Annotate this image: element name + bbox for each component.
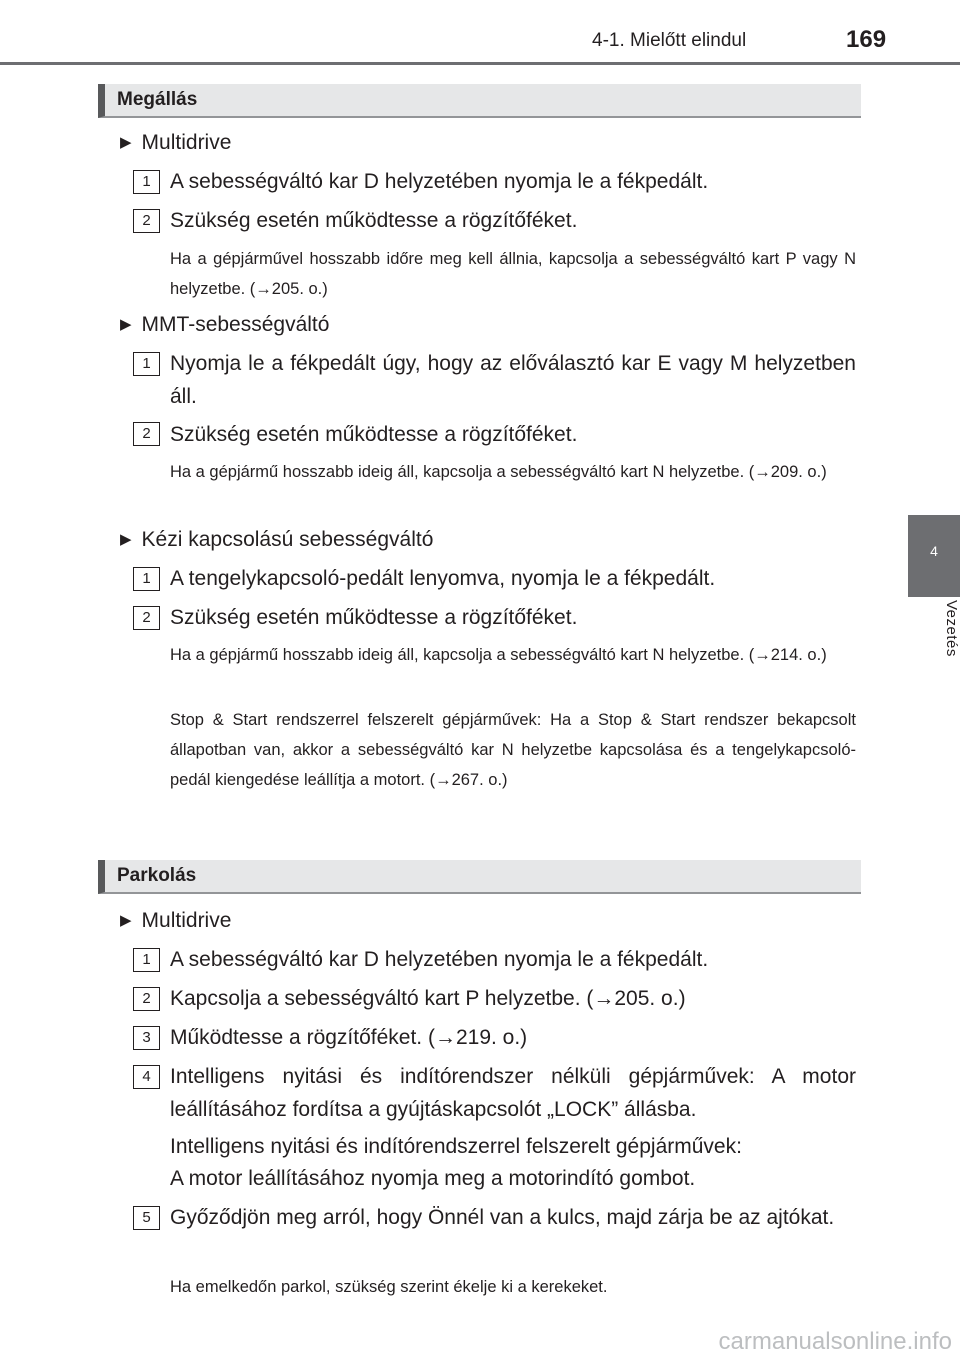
triangle-bullet-icon: ▶ [120, 134, 132, 151]
step-text: A sebességváltó kar D helyzetében nyomja le a fékpedált. [170, 170, 709, 193]
subsection-heading-text: MMT-sebességváltó [141, 313, 330, 336]
step-text: A sebességváltó kar D helyzetében nyomja le a fékpedált. [170, 948, 709, 971]
step-text: Szükség esetén működtesse a rögzítőféket. [170, 606, 578, 629]
section-title: Megállás [117, 89, 198, 110]
note-text: Ha a gépjármű hosszabb ideig áll, kapcsolja a sebességváltó kart N helyzetbe. (→209. o.) [170, 463, 827, 481]
chapter-tab-number: 4 [930, 543, 938, 559]
step-text: Szükség esetén működtesse a rögzítőféket. [170, 423, 578, 446]
step-number-badge: 3 [133, 1026, 160, 1050]
triangle-bullet-icon: ▶ [120, 531, 132, 548]
subsection-heading-text: Multidrive [141, 909, 232, 932]
step-extra-text: A motor leállításához nyomja meg a motorindító gombot. [170, 1167, 696, 1190]
chapter-tab [908, 515, 960, 597]
subsection-heading-manual [120, 528, 433, 552]
step-number-badge: 2 [133, 606, 160, 630]
subsection-heading-text: Kézi kapcsolású sebességváltó [141, 528, 434, 551]
subsection-heading-multidrive [120, 909, 231, 933]
note-text: Ha a gépjármű hosszabb ideig áll, kapcsolja a sebességváltó kart N helyzetbe. (→214. o.) [170, 646, 827, 664]
step-number-badge: 1 [133, 170, 160, 194]
chapter-tab-label: Vezetés [943, 600, 960, 657]
footer [0, 1326, 960, 1360]
running-header-section: 4-1. Mielőtt elindul [592, 30, 747, 51]
subsection-heading-multidrive [120, 131, 231, 155]
step-text: Működtesse a rögzítőféket. (→219. o.) [170, 1026, 528, 1049]
section-header-parkolas [98, 860, 861, 894]
note-text: Ha emelkedőn parkol, szükség szerint ékelje ki a kerekeket. [170, 1278, 608, 1296]
step-number-badge: 1 [133, 352, 160, 376]
note-text: Stop & Start rendszerrel felszerelt gépjárművek: Ha a Stop & Start rendszer bekapcsolt állapotban van, akkor a sebességváltó kar N helyzetbe kapcsolása és a tengelykapcsoló-pedál kiengedése leállítja a motort. (→267. o.) [170, 711, 856, 789]
step-number-badge: 1 [133, 567, 160, 591]
step-extra-text: Intelligens nyitási és indítórendszerrel felszerelt gépjárművek: [170, 1135, 742, 1158]
step-number-badge: 5 [133, 1206, 160, 1230]
section-header-megallas [98, 84, 861, 118]
step-text: Intelligens nyitási és indítórendszer nélküli gépjárművek: A motor leállításához fordítsa a gyújtáskapcsolót „LOCK” állásba. [170, 1065, 856, 1121]
step-number-badge: 1 [133, 948, 160, 972]
watermark-text[interactable]: carmanualsonline.info [718, 1328, 952, 1355]
triangle-bullet-icon: ▶ [120, 912, 132, 929]
step-number-badge: 4 [133, 1065, 160, 1089]
step-text: Szükség esetén működtesse a rögzítőféket. [170, 209, 578, 232]
note-text: Ha a gépjárművel hosszabb időre meg kell állnia, kapcsolja a sebességváltó kart P vagy N helyzetbe. (→205. o.) [170, 250, 856, 298]
section-title: Parkolás [117, 865, 197, 886]
subsection-heading-text: Multidrive [141, 131, 232, 154]
page-number: 169 [846, 26, 887, 53]
step-number-badge: 2 [133, 422, 160, 446]
step-number-badge: 2 [133, 209, 160, 233]
header-rule [0, 62, 960, 65]
step-text: A tengelykapcsoló-pedált lenyomva, nyomja le a fékpedált. [170, 567, 716, 590]
step-text: Kapcsolja a sebességváltó kart P helyzetbe. (→205. o.) [170, 987, 686, 1010]
step-text: Nyomja le a fékpedált úgy, hogy az előválasztó kar E vagy M helyzetben áll. [170, 352, 856, 408]
triangle-bullet-icon: ▶ [120, 316, 132, 333]
subsection-heading-mmt [120, 313, 329, 337]
step-number-badge: 2 [133, 987, 160, 1011]
step-text: Győződjön meg arról, hogy Önnél van a kulcs, majd zárja be az ajtókat. [170, 1206, 835, 1229]
